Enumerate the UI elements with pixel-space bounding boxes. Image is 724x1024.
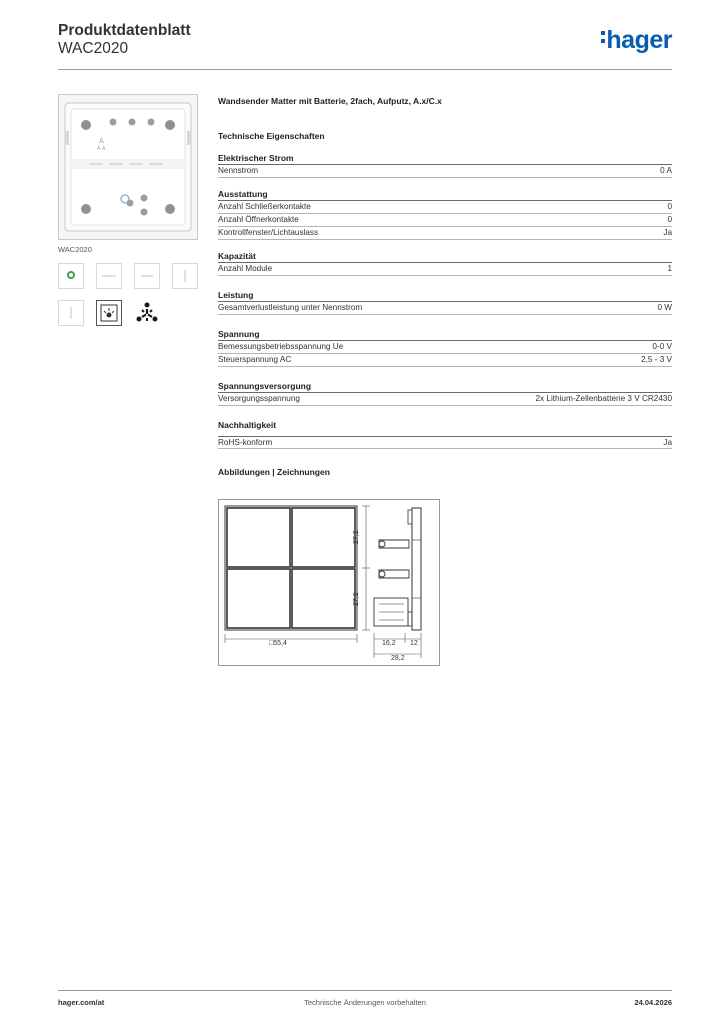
spec-row xyxy=(218,263,672,276)
spec-value: 0 xyxy=(667,215,672,224)
spec-label: Nennstrom xyxy=(218,166,259,175)
spec-value: Ja xyxy=(663,228,672,237)
spec-row xyxy=(218,341,672,354)
group-heading: Ausstattung xyxy=(218,188,672,201)
spec-group-leistung xyxy=(218,289,672,315)
spec-row xyxy=(218,354,672,367)
spec-value: 0 W xyxy=(657,303,672,312)
spec-label: Anzahl Module xyxy=(218,264,273,273)
spec-label: RoHS-konform xyxy=(218,438,273,447)
spec-value: 0 A xyxy=(660,166,672,175)
hager-logo xyxy=(601,26,672,55)
group-heading: Kapazität xyxy=(218,250,672,263)
document-title: Produktdatenblatt xyxy=(58,22,191,39)
header-divider xyxy=(58,69,672,70)
spec-value: 2x Lithium-Zellenbatterie 3 V CR2430 xyxy=(535,394,672,403)
spec-row xyxy=(218,201,672,214)
product-icons-row-2 xyxy=(58,300,160,326)
spec-value: Ja xyxy=(663,438,672,447)
spec-value: 0-0 V xyxy=(652,342,672,351)
document-header xyxy=(58,22,672,70)
footer-note: Technische Änderungen vorbehalten xyxy=(304,998,426,1007)
footer-divider xyxy=(58,990,672,991)
svg-text:A: A xyxy=(99,137,104,145)
technical-drawing xyxy=(218,499,440,666)
group-heading: Leistung xyxy=(218,289,672,302)
svg-text:A A: A A xyxy=(97,146,106,152)
device-illustration xyxy=(59,95,197,239)
spec-value: 1 xyxy=(667,264,672,273)
spec-row xyxy=(218,393,672,406)
dim-depth-a: 16,2 xyxy=(382,640,396,647)
spec-group-spannungsversorgung xyxy=(218,380,672,406)
spec-row xyxy=(218,227,672,240)
logo-dots-icon xyxy=(601,31,605,45)
product-title: Wandsender Matter mit Batterie, 2fach, Aufputz, A.x/C.x xyxy=(218,96,442,106)
spec-label: Anzahl Öffnerkontakte xyxy=(218,215,299,224)
group-heading: Spannung xyxy=(218,328,672,341)
spec-group-ausstattung xyxy=(218,188,672,240)
group-heading: Elektrischer Strom xyxy=(218,152,672,165)
footer-date: 24.04.2026 xyxy=(634,998,672,1007)
specs-heading: Technische Eigenschaften xyxy=(218,131,325,141)
spec-row xyxy=(218,436,672,449)
dim-width: □55,4 xyxy=(269,640,287,647)
wireless-connect-icon xyxy=(134,300,160,326)
photo-caption: WAC2020 xyxy=(58,245,92,254)
footer-website-link[interactable]: hager.com/at xyxy=(58,998,105,1007)
spec-group-elektrischer-strom xyxy=(218,152,672,178)
certificate-icon xyxy=(96,263,122,289)
document-subtitle: WAC2020 xyxy=(58,40,129,57)
battery-icon xyxy=(58,300,84,326)
mounting-icon xyxy=(172,263,198,289)
drawings-heading: Abbildungen | Zeichnungen xyxy=(218,467,330,477)
dim-height-bottom: 27,2 xyxy=(353,592,360,606)
group-heading: Nachhaltigkeit xyxy=(218,420,277,430)
spec-row xyxy=(218,214,672,227)
dim-height-top: 27,2 xyxy=(353,530,360,544)
dimension-drawing xyxy=(219,500,439,665)
spec-label: Steuerspannung AC xyxy=(218,355,292,364)
spec-group-kapazitaet xyxy=(218,250,672,276)
dim-depth-b: 12 xyxy=(410,640,418,647)
product-icons-row-1 xyxy=(58,263,198,289)
spec-value: 2,5 - 3 V xyxy=(641,355,672,364)
spec-group-nachhaltigkeit xyxy=(218,419,672,449)
spec-value: 0 xyxy=(667,202,672,211)
spec-label: Anzahl Schließerkontakte xyxy=(218,202,311,211)
spec-group-spannung xyxy=(218,328,672,367)
spec-label: Kontrollfenster/Lichtauslass xyxy=(218,228,319,237)
label-icon xyxy=(134,263,160,289)
spec-row xyxy=(218,302,672,315)
dim-depth-total: 28,2 xyxy=(391,655,405,662)
product-photo xyxy=(58,94,198,240)
spec-label: Gesamtverlustleistung unter Nennstrom xyxy=(218,303,363,312)
group-heading: Spannungsversorgung xyxy=(218,380,672,393)
spec-row xyxy=(218,165,672,178)
spec-label: Bemessungsbetriebsspannung Ue xyxy=(218,342,344,351)
light-window-icon xyxy=(96,300,122,326)
matter-icon xyxy=(58,263,84,289)
logo-text: hager xyxy=(606,26,672,54)
spec-label: Versorgungsspannung xyxy=(218,394,300,403)
spec-content xyxy=(218,96,672,477)
